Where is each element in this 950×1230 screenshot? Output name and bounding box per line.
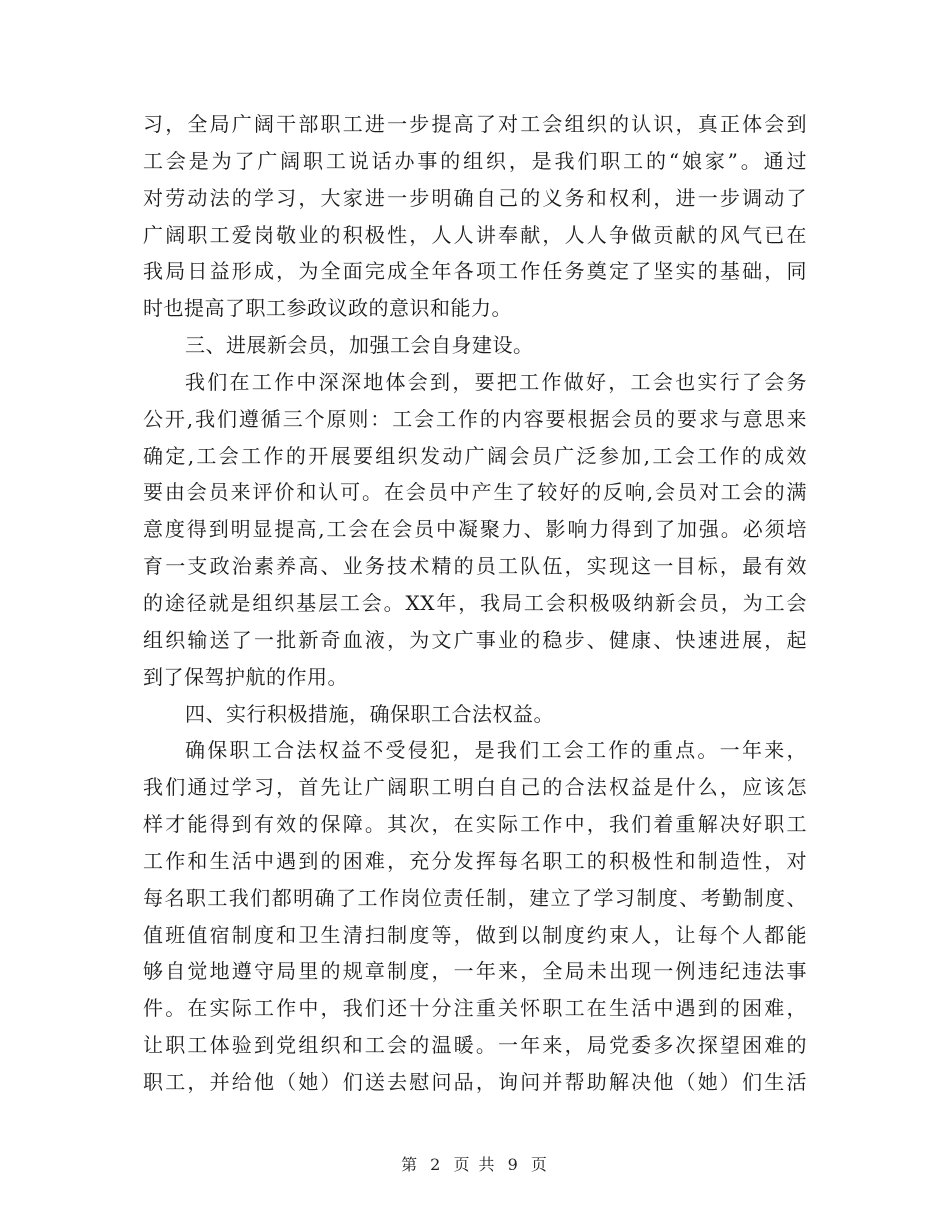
text-line: 够自觉地遵守局里的规章制度，一年来，全局未出现一例违纪违法事	[143, 959, 807, 984]
document-body	[143, 106, 807, 1101]
footer-current-page: 2	[430, 1155, 443, 1174]
text-line: 时也提高了职工参政议政的意识和能力。	[143, 296, 512, 321]
footer-prefix: 第	[401, 1155, 420, 1174]
text-line: 我们通过学习，首先让广阔职工明白自己的合法权益是什么，应该怎	[143, 775, 807, 800]
text-line: 组织输送了一批新奇血液，为文广事业的稳步、健康、快速进展，起	[143, 627, 807, 652]
text-line: 四、实行积极措施，确保职工合法权益。	[185, 701, 554, 726]
text-line: 意度得到明显提高,工会在会员中凝聚力、影响力得到了加强。必须培	[143, 517, 807, 542]
text-line: 育一支政治素养高、业务技术精的员工队伍，实现这一目标，最有效	[143, 554, 807, 579]
footer-suffix: 页	[530, 1155, 549, 1174]
footer-middle: 页 共	[453, 1155, 497, 1174]
text-line: 让职工体验到党组织和工会的温暖。一年来，局党委多次探望困难的	[143, 1033, 807, 1058]
text-line: 件。在实际工作中，我们还十分注重关怀职工在生活中遇到的困难，	[143, 996, 807, 1021]
text-line: 公开,我们遵循三个原则：工会工作的内容要根据会员的要求与意思来	[143, 406, 807, 431]
text-line: 对劳动法的学习，大家进一步明确自己的义务和权利，进一步调动了	[143, 185, 807, 210]
text-line: 要由会员来评价和认可。在会员中产生了较好的反响,会员对工会的满	[143, 480, 807, 505]
text-line: 三、进展新会员，加强工会自身建设。	[185, 333, 534, 358]
text-line: 工会是为了广阔职工说话办事的组织，是我们职工的“娘家”。通过	[143, 148, 807, 173]
text-line: 我们在工作中深深地体会到，要把工作做好，工会也实行了会务	[185, 369, 807, 394]
text-line: 工作和生活中遇到的困难，充分发挥每名职工的积极性和制造性，对	[143, 848, 807, 873]
text-line: 确定,工会工作的开展要组织发动广阔会员广泛参加,工会工作的成效	[143, 443, 807, 468]
text-line: 我局日益形成，为全面完成全年各项工作任务奠定了坚实的基础，同	[143, 259, 807, 284]
text-line: 广阔职工爱岗敬业的积极性，人人讲奉献，人人争做贡献的风气已在	[143, 222, 807, 247]
text-line: 确保职工合法权益不受侵犯，是我们工会工作的重点。一年来，	[185, 738, 807, 763]
text-line: 每名职工我们都明确了工作岗位责任制，建立了学习制度、考勤制度、	[143, 885, 807, 910]
footer-total-pages: 9	[507, 1155, 520, 1174]
text-line: 样才能得到有效的保障。其次，在实际工作中，我们着重解决好职工	[143, 812, 807, 837]
text-line: 的途径就是组织基层工会。XX年，我局工会积极吸纳新会员，为工会	[143, 590, 807, 615]
page-footer	[0, 1152, 950, 1175]
text-line: 值班值宿制度和卫生清扫制度等，做到以制度约束人，让每个人都能	[143, 922, 807, 947]
text-line: 职工，并给他（她）们送去慰问品，询问并帮助解决他（她）们生活	[143, 1069, 807, 1094]
text-line: 习，全局广阔干部职工进一步提高了对工会组织的认识，真正体会到	[143, 112, 807, 136]
text-line: 到了保驾护航的作用。	[143, 664, 348, 689]
